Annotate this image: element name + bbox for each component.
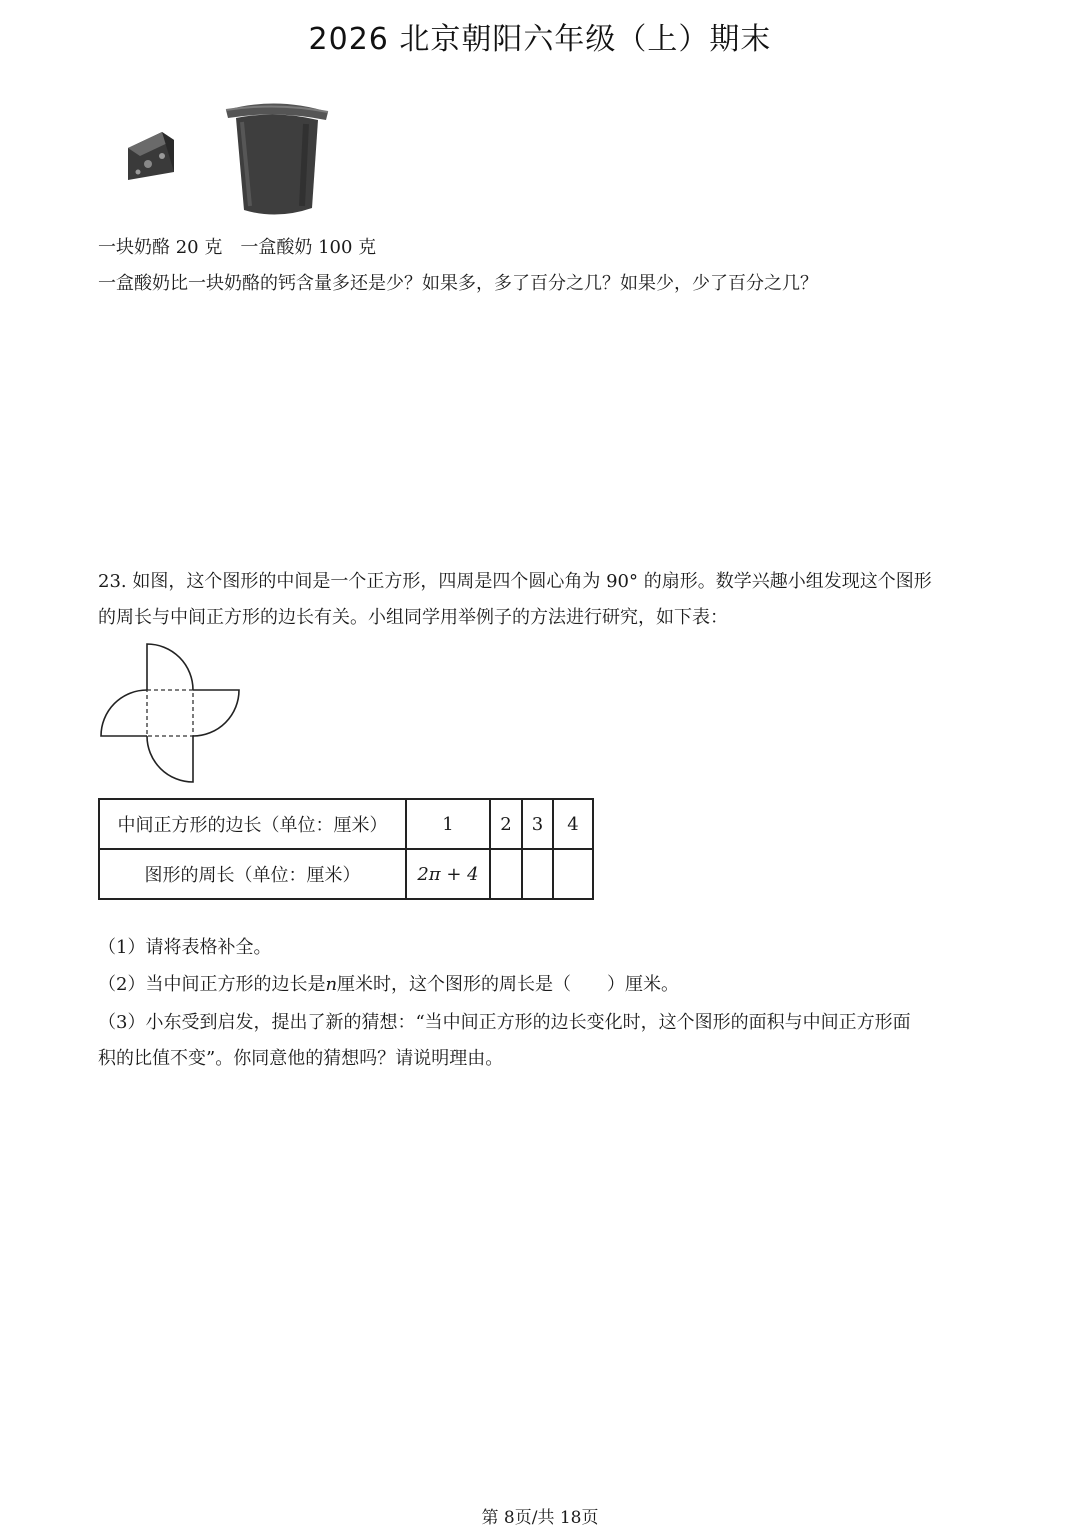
table-row <box>99 799 593 849</box>
pinwheel-figure <box>96 640 246 788</box>
table-cell <box>553 849 593 899</box>
sub-question-2 <box>98 973 679 997</box>
table-row <box>99 849 593 899</box>
cheese-icon <box>122 126 180 184</box>
image-caption: 一块奶酪 20 克 一盒酸奶 100 克 <box>98 237 377 258</box>
table-cell: 2π + 4 <box>406 849 490 899</box>
q2-text-after: 厘米时，这个图形的周长是（ ）厘米。 <box>337 974 680 995</box>
row2-header: 图形的周长（单位：厘米） <box>99 849 406 899</box>
table-cell: 2 <box>490 799 522 849</box>
page-title: 2026 北京朝阳六年级（上）期末 <box>308 22 772 57</box>
yogurt-cup-icon <box>222 98 332 218</box>
sub-question-3-line1: （3）小东受到启发，提出了新的猜想：“当中间正方形的边长变化时，这个图形的面积与中间正方形面 <box>98 1012 911 1033</box>
problem-23-intro-line1: 23. 如图，这个图形的中间是一个正方形，四周是四个圆心角为 90° 的扇形。数学兴趣小组发现这个图形 <box>98 571 932 592</box>
row1-header: 中间正方形的边长（单位：厘米） <box>99 799 406 849</box>
problem-22-question: 一盒酸奶比一块奶酪的钙含量多还是少？如果多，多了百分之几？如果少，少了百分之几？ <box>98 273 818 294</box>
table-cell <box>490 849 522 899</box>
variable-n: n <box>325 974 338 995</box>
sub-question-1: （1）请将表格补全。 <box>98 937 272 958</box>
table-cell <box>522 849 553 899</box>
table-cell: 3 <box>522 799 553 849</box>
perimeter-table <box>98 798 594 900</box>
table-cell: 1 <box>406 799 490 849</box>
page-number: 第 8页/共 18页 <box>481 1508 599 1528</box>
problem-23-intro-line2: 的周长与中间正方形的边长有关。小组同学用举例子的方法进行研究，如下表： <box>98 607 728 628</box>
table-cell: 4 <box>553 799 593 849</box>
q2-text-before: （2）当中间正方形的边长是 <box>98 974 326 995</box>
sub-question-3-line2: 积的比值不变”。你同意他的猜想吗？请说明理由。 <box>98 1048 504 1069</box>
